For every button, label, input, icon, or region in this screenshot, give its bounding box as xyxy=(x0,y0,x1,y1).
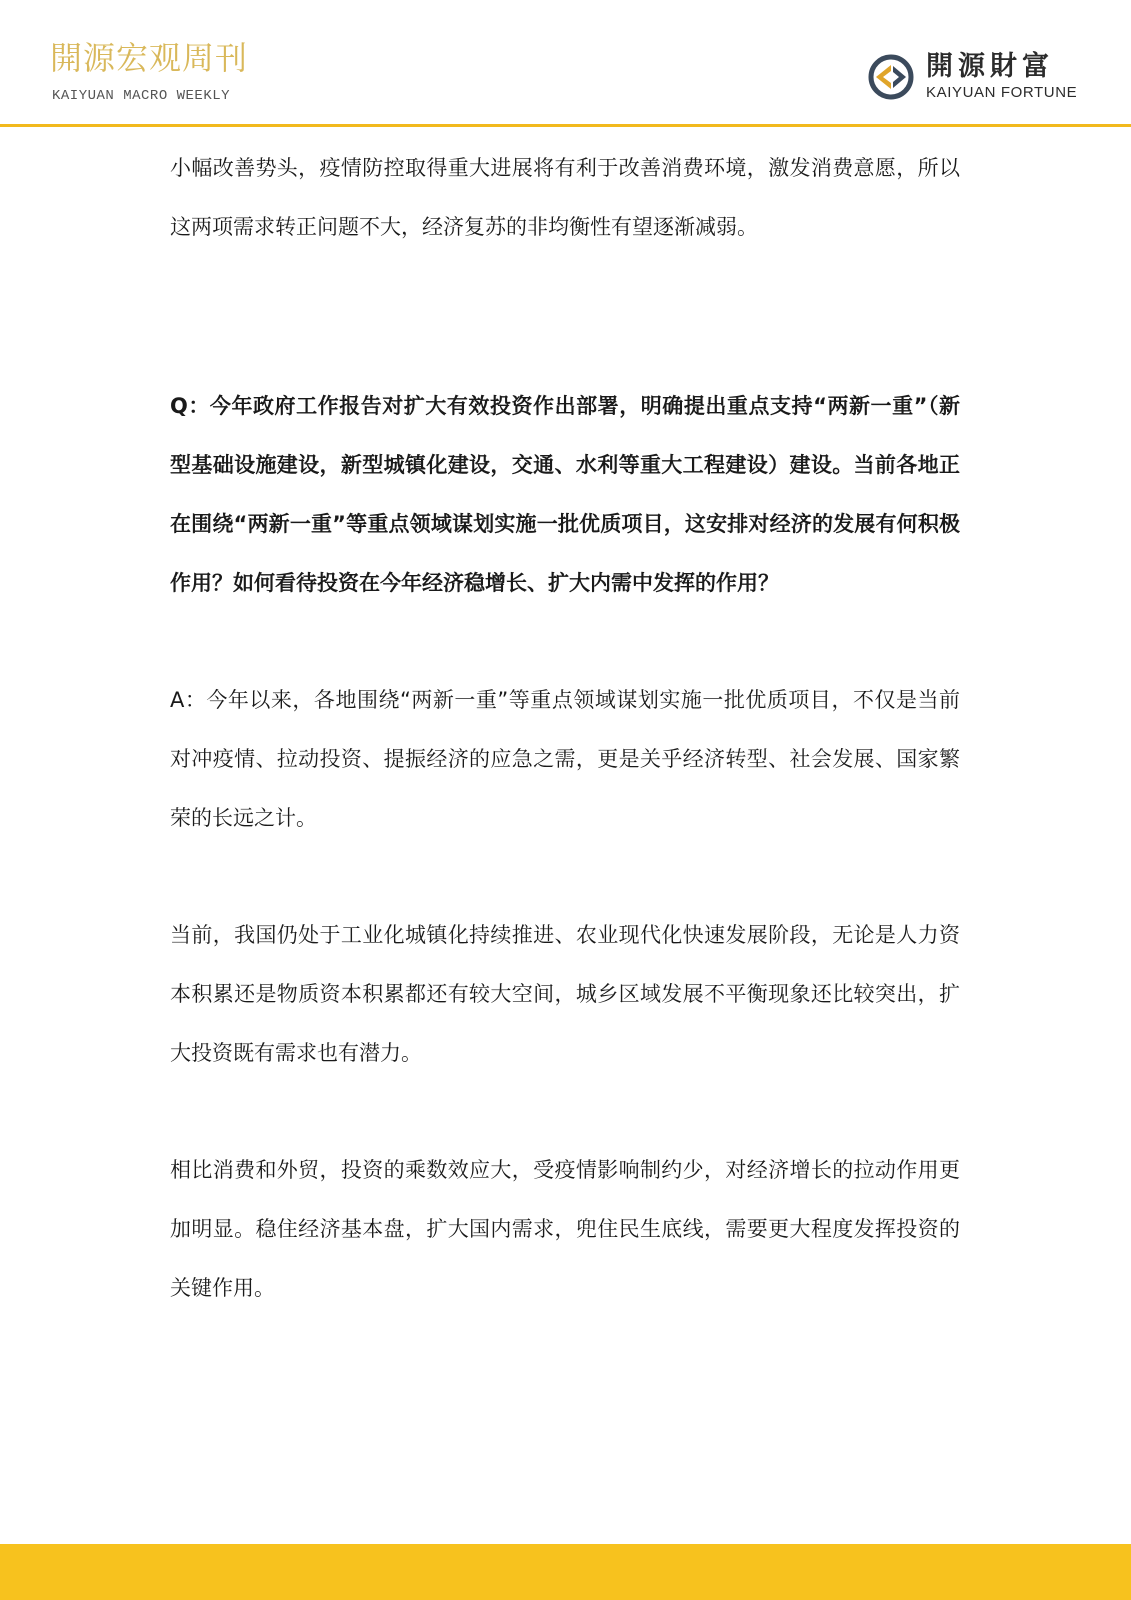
article-body xyxy=(170,139,960,1318)
logo-name-en: KAIYUAN FORTUNE xyxy=(926,84,1078,101)
logo-name-cn: 開源財富 xyxy=(926,51,1054,82)
answer-paragraph: A：今年以来，各地围绕“两新一重”等重点领域谋划实施一批优质项目，不仅是当前对冲疫情、拉动投资、提振经济的应急之需，更是关乎经济转型、社会发展、国家繁荣的长远之计。 xyxy=(170,688,960,830)
publication-title: 開源宏观周刊 xyxy=(50,39,249,77)
body-paragraph: 相比消费和外贸，投资的乘数效应大，受疫情影响制约少，对经济增长的拉动作用更加明显。稳住经济基本盘，扩大国内需求，兜住民生底线，需要更大程度发挥投资的关键作用。 xyxy=(170,1158,960,1300)
body-paragraph: 小幅改善势头，疫情防控取得重大进展将有利于改善消费环境，激发消费意愿，所以这两项需求转正问题不大，经济复苏的非均衡性有望逐渐减弱。 xyxy=(170,156,960,239)
page-header xyxy=(0,0,1131,126)
body-paragraph: 当前，我国仍处于工业化城镇化持续推进、农业现代化快速发展阶段，无论是人力资本积累还是物质资本积累都还有较大空间，城乡区域发展不平衡现象还比较突出，扩大投资既有需求也有潜力。 xyxy=(170,923,960,1065)
header-divider xyxy=(0,124,1131,127)
kaiyuan-logo-icon xyxy=(866,52,916,102)
publication-subtitle: KAIYUAN MACRO WEEKLY xyxy=(52,88,231,104)
question-paragraph: Q：今年政府工作报告对扩大有效投资作出部署，明确提出重点支持“两新一重”（新型基础设施建设，新型城镇化建设，交通、水利等重大工程建设）建设。当前各地正在围绕“两新一重”等重点领域谋划实施一批优质项目，这安排对经济的发展有何积极作用？如何看待投资在今年经济稳增长、扩大内需中发挥的作用？ xyxy=(170,394,960,595)
company-logo xyxy=(866,50,1106,108)
footer-bar xyxy=(0,1544,1131,1600)
